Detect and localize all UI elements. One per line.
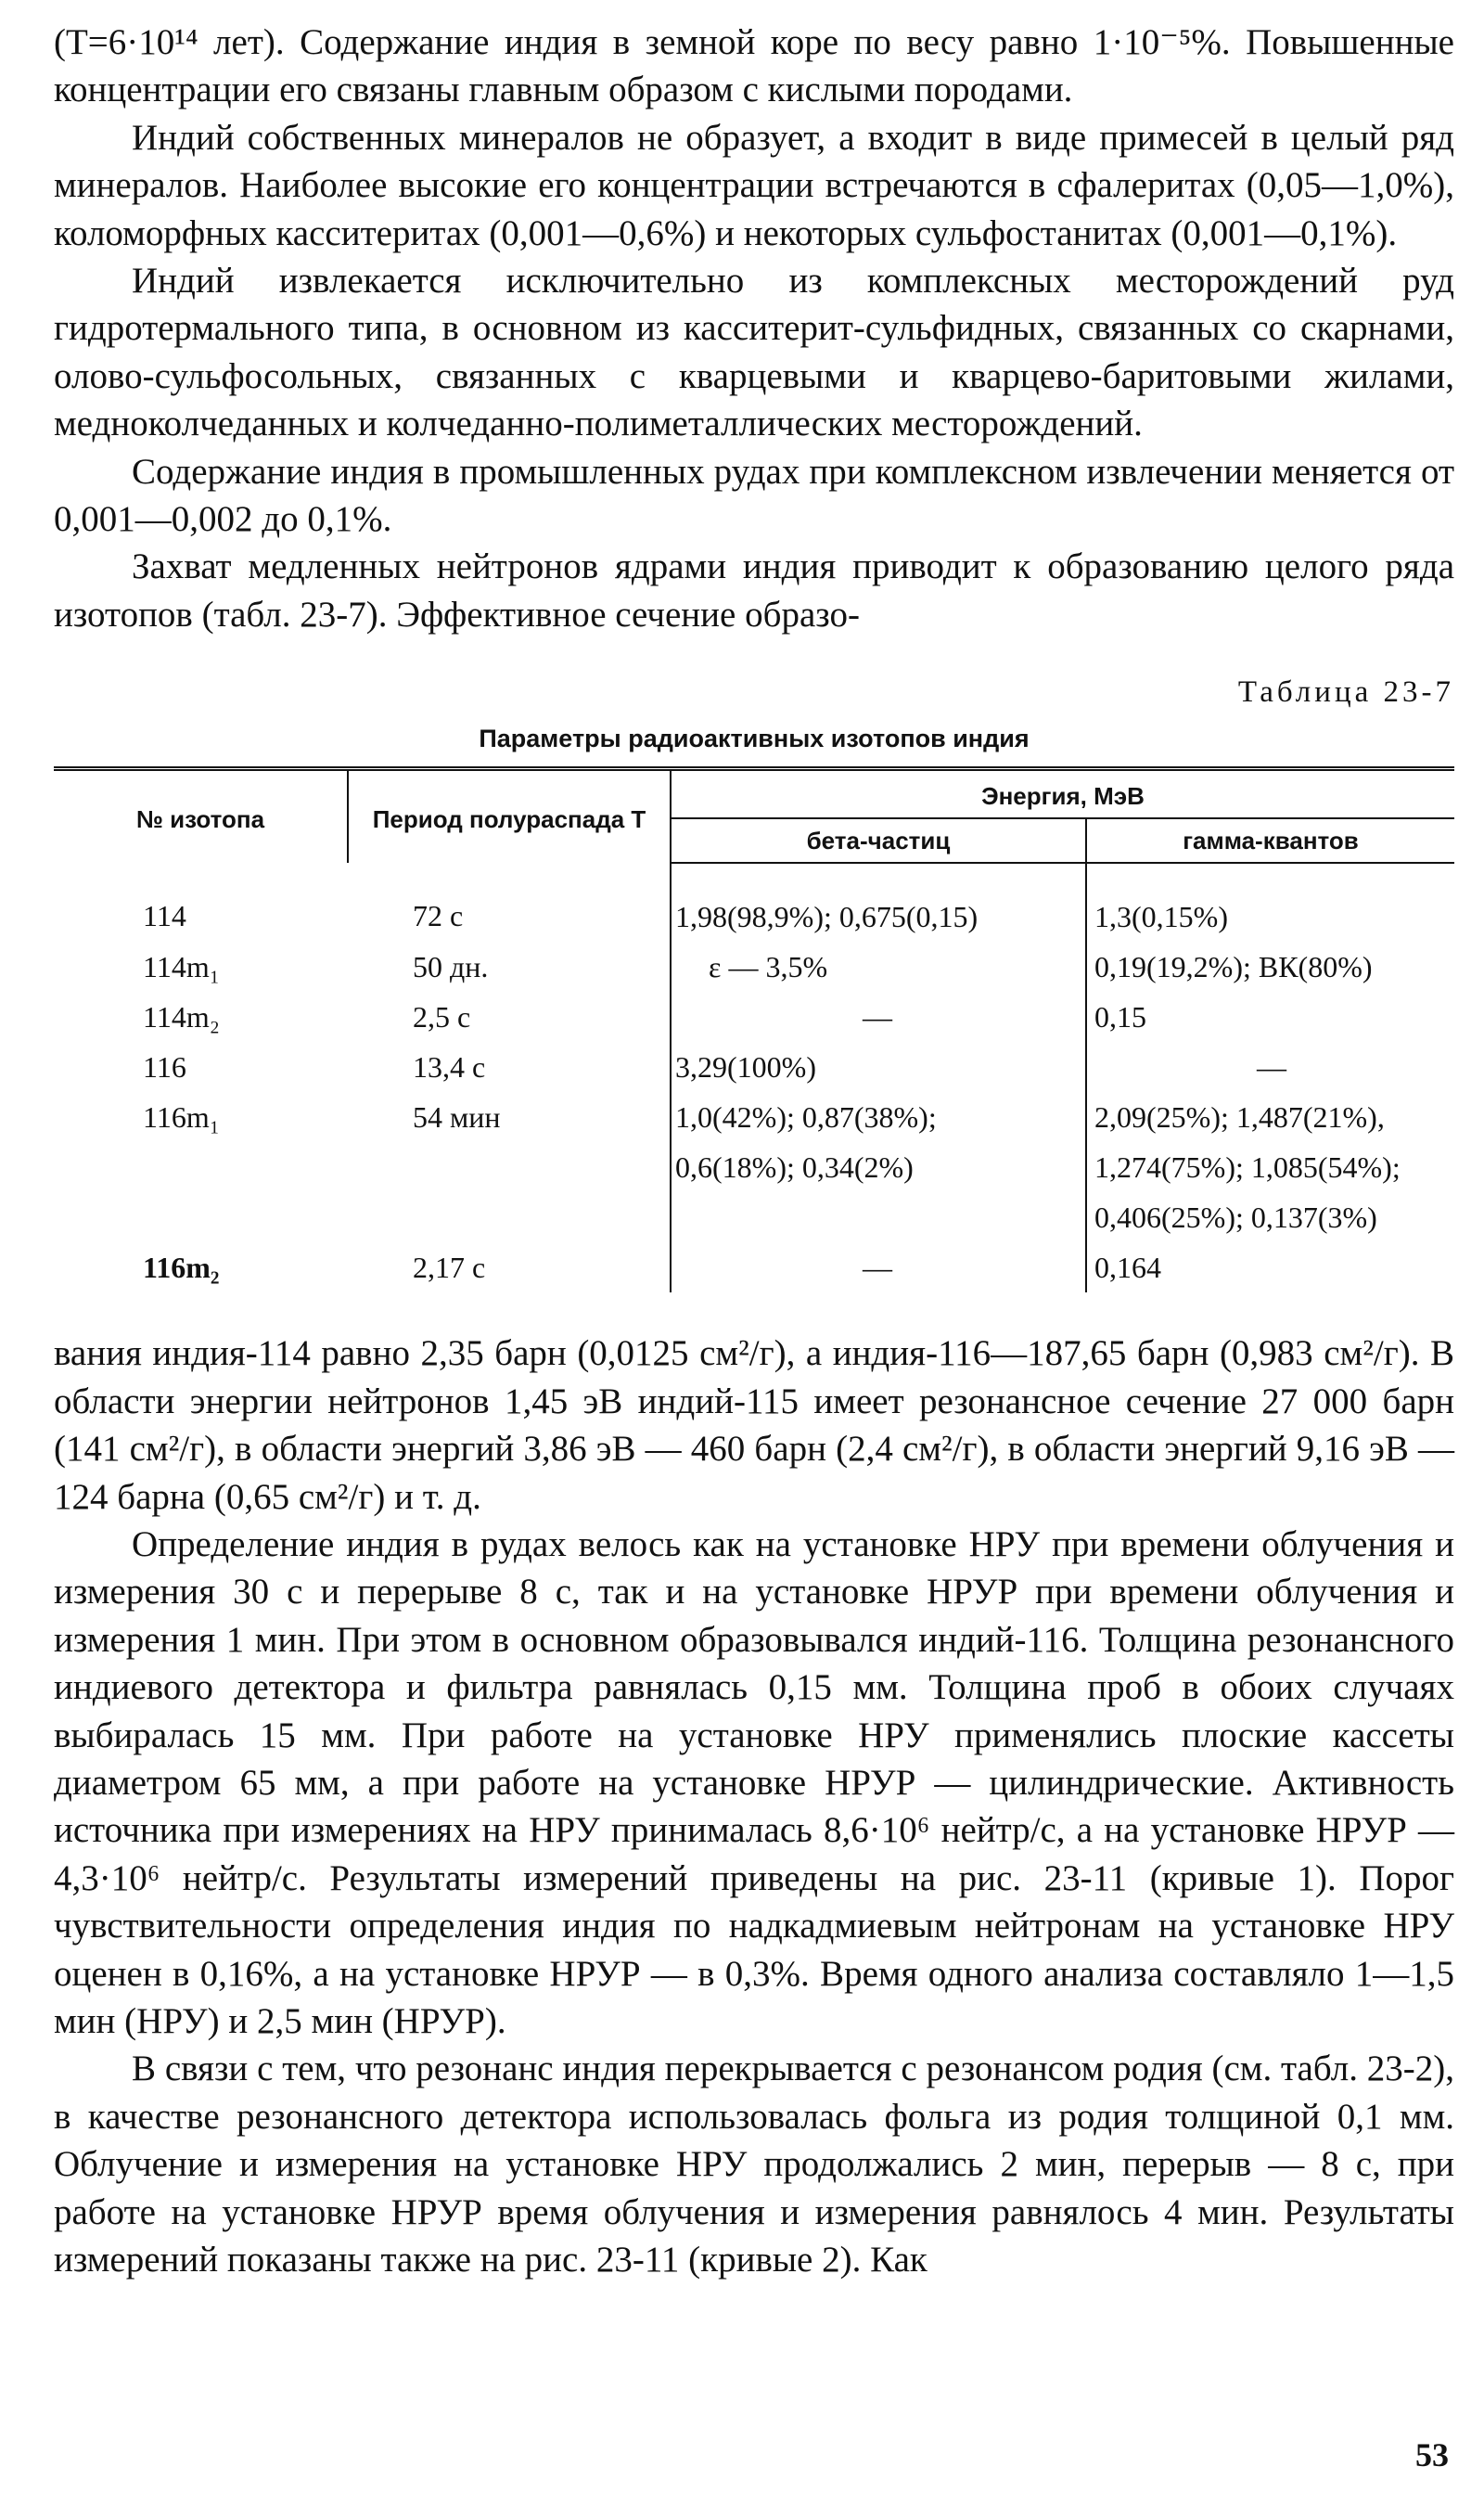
paragraph: Захват медленных нейтронов ядрами индия приводит к образованию целого ряда изотопов (табл. 23-7). Эффективное сечение образо- <box>54 546 1454 635</box>
table-row <box>54 863 1454 942</box>
table-row <box>54 992 1454 1042</box>
table-row <box>54 1142 1454 1192</box>
cell-gamma: 0,19(19,2%); ВК(80%) <box>1094 950 1373 984</box>
cell-gamma: 0,406(25%); 0,137(3%) <box>1094 1201 1377 1235</box>
text-after-table <box>54 1330 1454 2283</box>
cell-period: 54 мин <box>413 1100 501 1135</box>
cell-period: 72 с <box>413 899 464 933</box>
cell-period: 13,4 с <box>413 1050 486 1085</box>
table-row <box>54 942 1454 992</box>
header-isotope: № изотопа <box>54 769 348 864</box>
page-number: 53 <box>1415 2436 1449 2473</box>
cell-isotope: 114m₁ <box>143 950 220 984</box>
cell-isotope: 114m₂ <box>143 1000 220 1034</box>
cell-beta: 1,98(98,9%); 0,675(0,15) <box>671 863 1086 942</box>
cell-gamma: 0,15 <box>1094 1000 1146 1034</box>
cell-beta: — <box>671 992 1086 1042</box>
cell-gamma: — <box>1257 1050 1286 1085</box>
cell-gamma: 1,3(0,15%) <box>1094 900 1228 934</box>
cell-isotope: 116 <box>143 1050 186 1085</box>
cell-beta: ε — 3,5% <box>671 942 1086 992</box>
header-half-life: Период полураспада T <box>348 769 671 864</box>
header-energy: Энергия, МэВ <box>671 769 1454 819</box>
cell-isotope <box>54 1192 348 1242</box>
paragraph: Индий извлекается исключительно из комплексных месторождений руд гидротермального типа, в основном из касситерит-сульфидных, связанных со скарнами, олово-сульфосольных, связанных с кварцевыми и кварцево-баритовыми жилами, медноколчеданных и колчеданно-полиметаллических месторождений. <box>54 261 1454 444</box>
cell-beta <box>671 1192 1086 1242</box>
paragraph: вания индия-114 равно 2,35 барн (0,0125 см²/г), а индия-116—187,65 барн (0,983 см²/г). В области энергии нейтронов 1,45 эВ индий-115 имеет резонансное сечение 27 000 барн (141 см²/г), в области энергий 3,86 эВ — 460 барн (2,4 см²/г), в области энергий 9,16 эВ — 124 барна (0,65 см²/г) и т. д. <box>54 1333 1454 1517</box>
cell-isotope <box>54 1142 348 1192</box>
cell-period <box>348 1142 671 1192</box>
cell-gamma: 0,164 <box>1094 1251 1161 1285</box>
cell-isotope: 116m₁ <box>143 1100 220 1135</box>
table-row <box>54 1192 1454 1242</box>
isotope-table <box>54 766 1454 1292</box>
header-beta: бета-частиц <box>671 818 1086 863</box>
table-row <box>54 1092 1454 1142</box>
cell-gamma: 1,274(75%); 1,085(54%); <box>1094 1150 1401 1185</box>
cell-beta: 1,0(42%); 0,87(38%); <box>671 1092 1086 1142</box>
cell-period: 2,5 с <box>413 1000 471 1034</box>
cell-isotope: 116m₂ <box>143 1251 220 1285</box>
header-gamma: гамма-квантов <box>1086 818 1454 863</box>
table-row <box>54 1242 1454 1292</box>
cell-beta: 3,29(100%) <box>671 1042 1086 1092</box>
paragraph: Определение индия в рудах велось как на установке НРУ при времени облучения и измерения 30 с и перерыве 8 с, так и на установке НРУР при времени облучения и измерения 1 мин. При этом в основном образовывался индий-116. Толщина резонансного индиевого детектора и фильтра равнялась 0,15 мм. Толщина проб в обоих случаях выбиралась 15 мм. При работе на установке НРУ применялись плоские кассеты диаметром 65 мм, а при работе на установке НРУР — цилиндрические. Активность источника при измерениях на НРУ принималась 8,6·10⁶ нейтр/с, а на установке НРУР — 4,3·10⁶ нейтр/с. Результаты измерений приведены на рис. 23-11 (кривые 1). Порог чувствительности определения индия по надкадмиевым нейтронам на установке НРУ оценен в 0,16%, а на установке НРУР — в 0,3%. Время одного анализа составляло 1—1,5 мин (НРУ) и 2,5 мин (НРУР). <box>54 1523 1454 2041</box>
table-row <box>54 1042 1454 1092</box>
paragraph: Индий собственных минералов не образует, а входит в виде примесей в целый ряд минералов. Наиболее высокие его концентрации встречаются в сфалеритах (0,05—1,0%), коломорфных касситеритах (0,001—0,6%) и некоторых сульфостанитах (0,001—0,1%). <box>54 117 1454 253</box>
paragraph: В связи с тем, что резонанс индия перекрывается с резонансом родия (см. табл. 23-2), в качестве резонансного детектора использовалась фольга из родия толщиной 0,1 мм. Облучение и измерения на установке НРУ продолжались 2 мин, перерыв — 8 с, при работе на установке НРУР время облучения и измерения равнялось 4 мин. Результаты измерений показаны также на рис. 23-11 (кривые 2). Как <box>54 2049 1454 2280</box>
page <box>54 19 1454 2283</box>
cell-period: 50 дн. <box>413 950 489 984</box>
cell-beta: — <box>671 1242 1086 1292</box>
cell-beta: 0,6(18%); 0,34(2%) <box>671 1142 1086 1192</box>
paragraph: (T=6·10¹⁴ лет). Содержание индия в земной коре по весу равно 1·10⁻⁵%. Повышенные концентрации его связаны главным образом с кислыми породами. <box>54 22 1454 110</box>
paragraph: Содержание индия в промышленных рудах при комплексном извлечении меняется от 0,001—0,002 до 0,1%. <box>54 451 1454 540</box>
cell-gamma: 2,09(25%); 1,487(21%), <box>1094 1100 1385 1135</box>
cell-period <box>348 1192 671 1242</box>
table-title: Параметры радиоактивных изотопов индия <box>479 725 1030 753</box>
cell-isotope: 114 <box>143 899 186 933</box>
table-label: Таблица 23-7 <box>1237 675 1454 710</box>
cell-period: 2,17 с <box>413 1251 486 1285</box>
